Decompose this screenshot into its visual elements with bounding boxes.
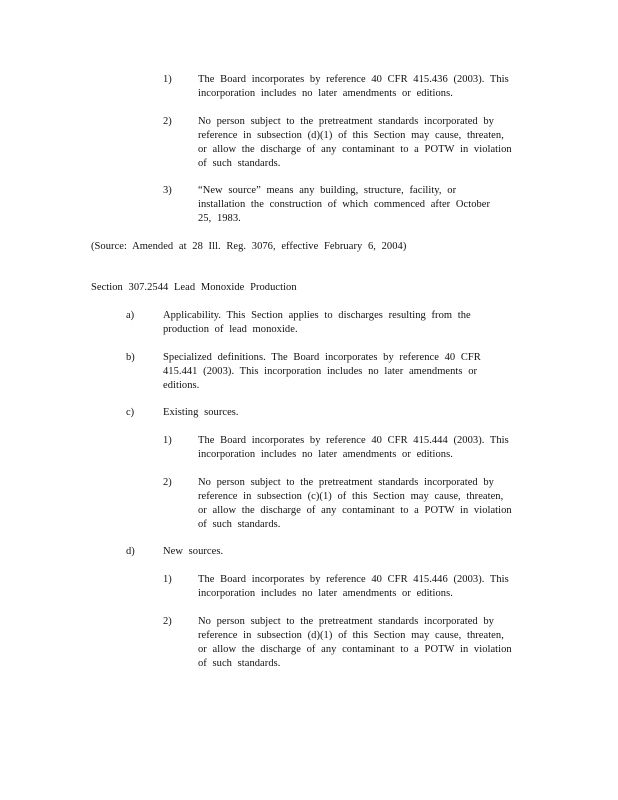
subsection-paragraph: Existing sources.	[163, 407, 239, 418]
subsection-label: b)	[126, 352, 135, 363]
item-paragraph: The Board incorporates by reference 40 CFR 415.436 (2003). This incorporation includes no later amendments or editions.	[198, 74, 509, 99]
item-paragraph: The Board incorporates by reference 40 CFR 415.446 (2003). This incorporation includes no later amendments or editions.	[198, 574, 509, 599]
subsection-label: d)	[126, 546, 135, 557]
item-paragraph: The Board incorporates by reference 40 CFR 415.444 (2003). This incorporation includes no later amendments or editions.	[198, 435, 509, 460]
item-number: 2)	[163, 116, 172, 127]
item-paragraph: No person subject to the pretreatment standards incorporated by reference in subsection (d)(1) of this Section may cause, threaten, or allow the discharge of any contaminant to a POTW in violation of such standards.	[198, 116, 512, 169]
subsection-paragraph: New sources.	[163, 546, 224, 557]
item-paragraph: No person subject to the pretreatment standards incorporated by reference in subsection (c)(1) of this Section may cause, threaten, or allow the discharge of any contaminant to a POTW in violation of such standards.	[198, 477, 512, 530]
source-note: (Source: Amended at 28 Ill. Reg. 3076, effective February 6, 2004)	[91, 241, 407, 252]
section-heading: Section 307.2544 Lead Monoxide Production	[91, 282, 297, 293]
subsection-label: a)	[126, 310, 135, 321]
subsection-label: c)	[126, 407, 135, 418]
item-number: 2)	[163, 616, 172, 627]
item-number: 1)	[163, 74, 172, 85]
item-number: 2)	[163, 477, 172, 488]
item-paragraph: No person subject to the pretreatment standards incorporated by reference in subsection (d)(1) of this Section may cause, threaten, or allow the discharge of any contaminant to a POTW in violation of such standards.	[198, 616, 512, 669]
item-number: 1)	[163, 435, 172, 446]
subsection-paragraph: Applicability. This Section applies to discharges resulting from the production of lead monoxide.	[163, 310, 471, 335]
subsection-paragraph: Specialized definitions. The Board incorporates by reference 40 CFR 415.441 (2003). This incorporation includes no later amendments or editions.	[163, 352, 481, 391]
item-number: 3)	[163, 185, 172, 196]
item-paragraph: “New source” means any building, structure, facility, or installation the construction of which commenced after October 25, 1983.	[198, 185, 491, 224]
item-number: 1)	[163, 574, 172, 585]
